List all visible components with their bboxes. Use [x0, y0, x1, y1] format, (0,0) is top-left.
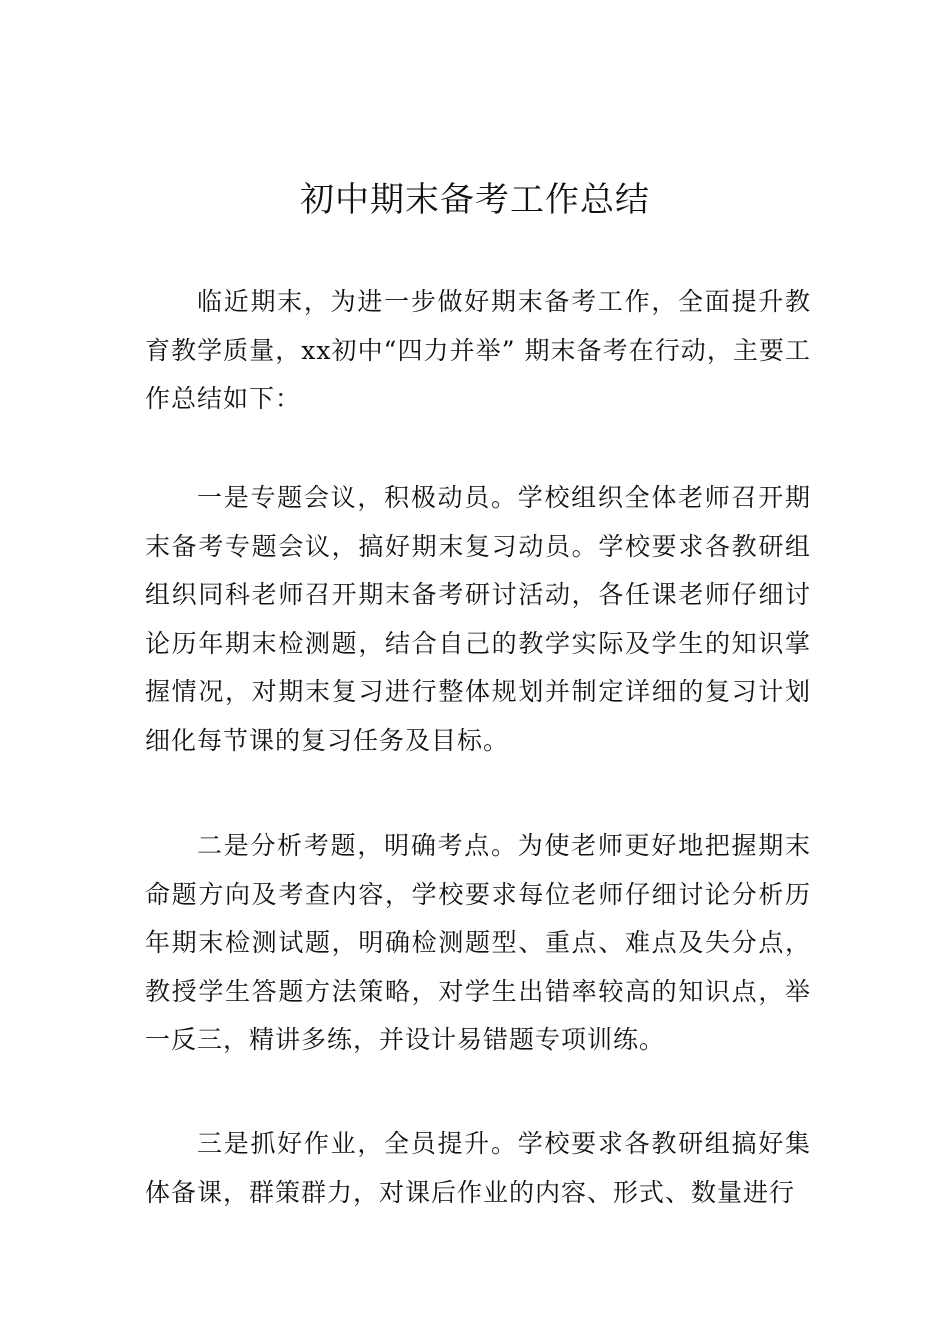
paragraph-section-3: 三是抓好作业，全员提升。学校要求各教研组搞好集体备课，群策群力，对课后作业的内容、形式、数量进行 — [145, 1129, 811, 1207]
paragraph-intro: 临近期末，为进一步做好期末备考工作，全面提升教育教学质量，xx初中“四力并举” 期末备考在行动，主要工作总结如下： — [145, 287, 811, 413]
paragraph-section-1: 一是专题会议，积极动员。学校组织全体老师召开期末备考专题会议，搞好期末复习动员。学校要求各教研组组织同科老师召开期末备考研讨活动，各任课老师仔细讨论历年期末检测题，结合自己的教学实际及学生的知识掌握情况，对期末复习进行整体规划并制定详细的复习计划细化每节课的复习任务及目标。 — [145, 483, 811, 755]
paragraph-section-2: 二是分析考题，明确考点。为使老师更好地把握期末命题方向及考查内容，学校要求每位老师仔细讨论分析历年期末检测试题，明确检测题型、重点、难点及失分点，教授学生答题方法策略，对学生出错率较高的知识点，举一反三，精讲多练，并设计易错题专项训练。 — [145, 831, 811, 1054]
document-title: 初中期末备考工作总结 — [300, 180, 650, 220]
